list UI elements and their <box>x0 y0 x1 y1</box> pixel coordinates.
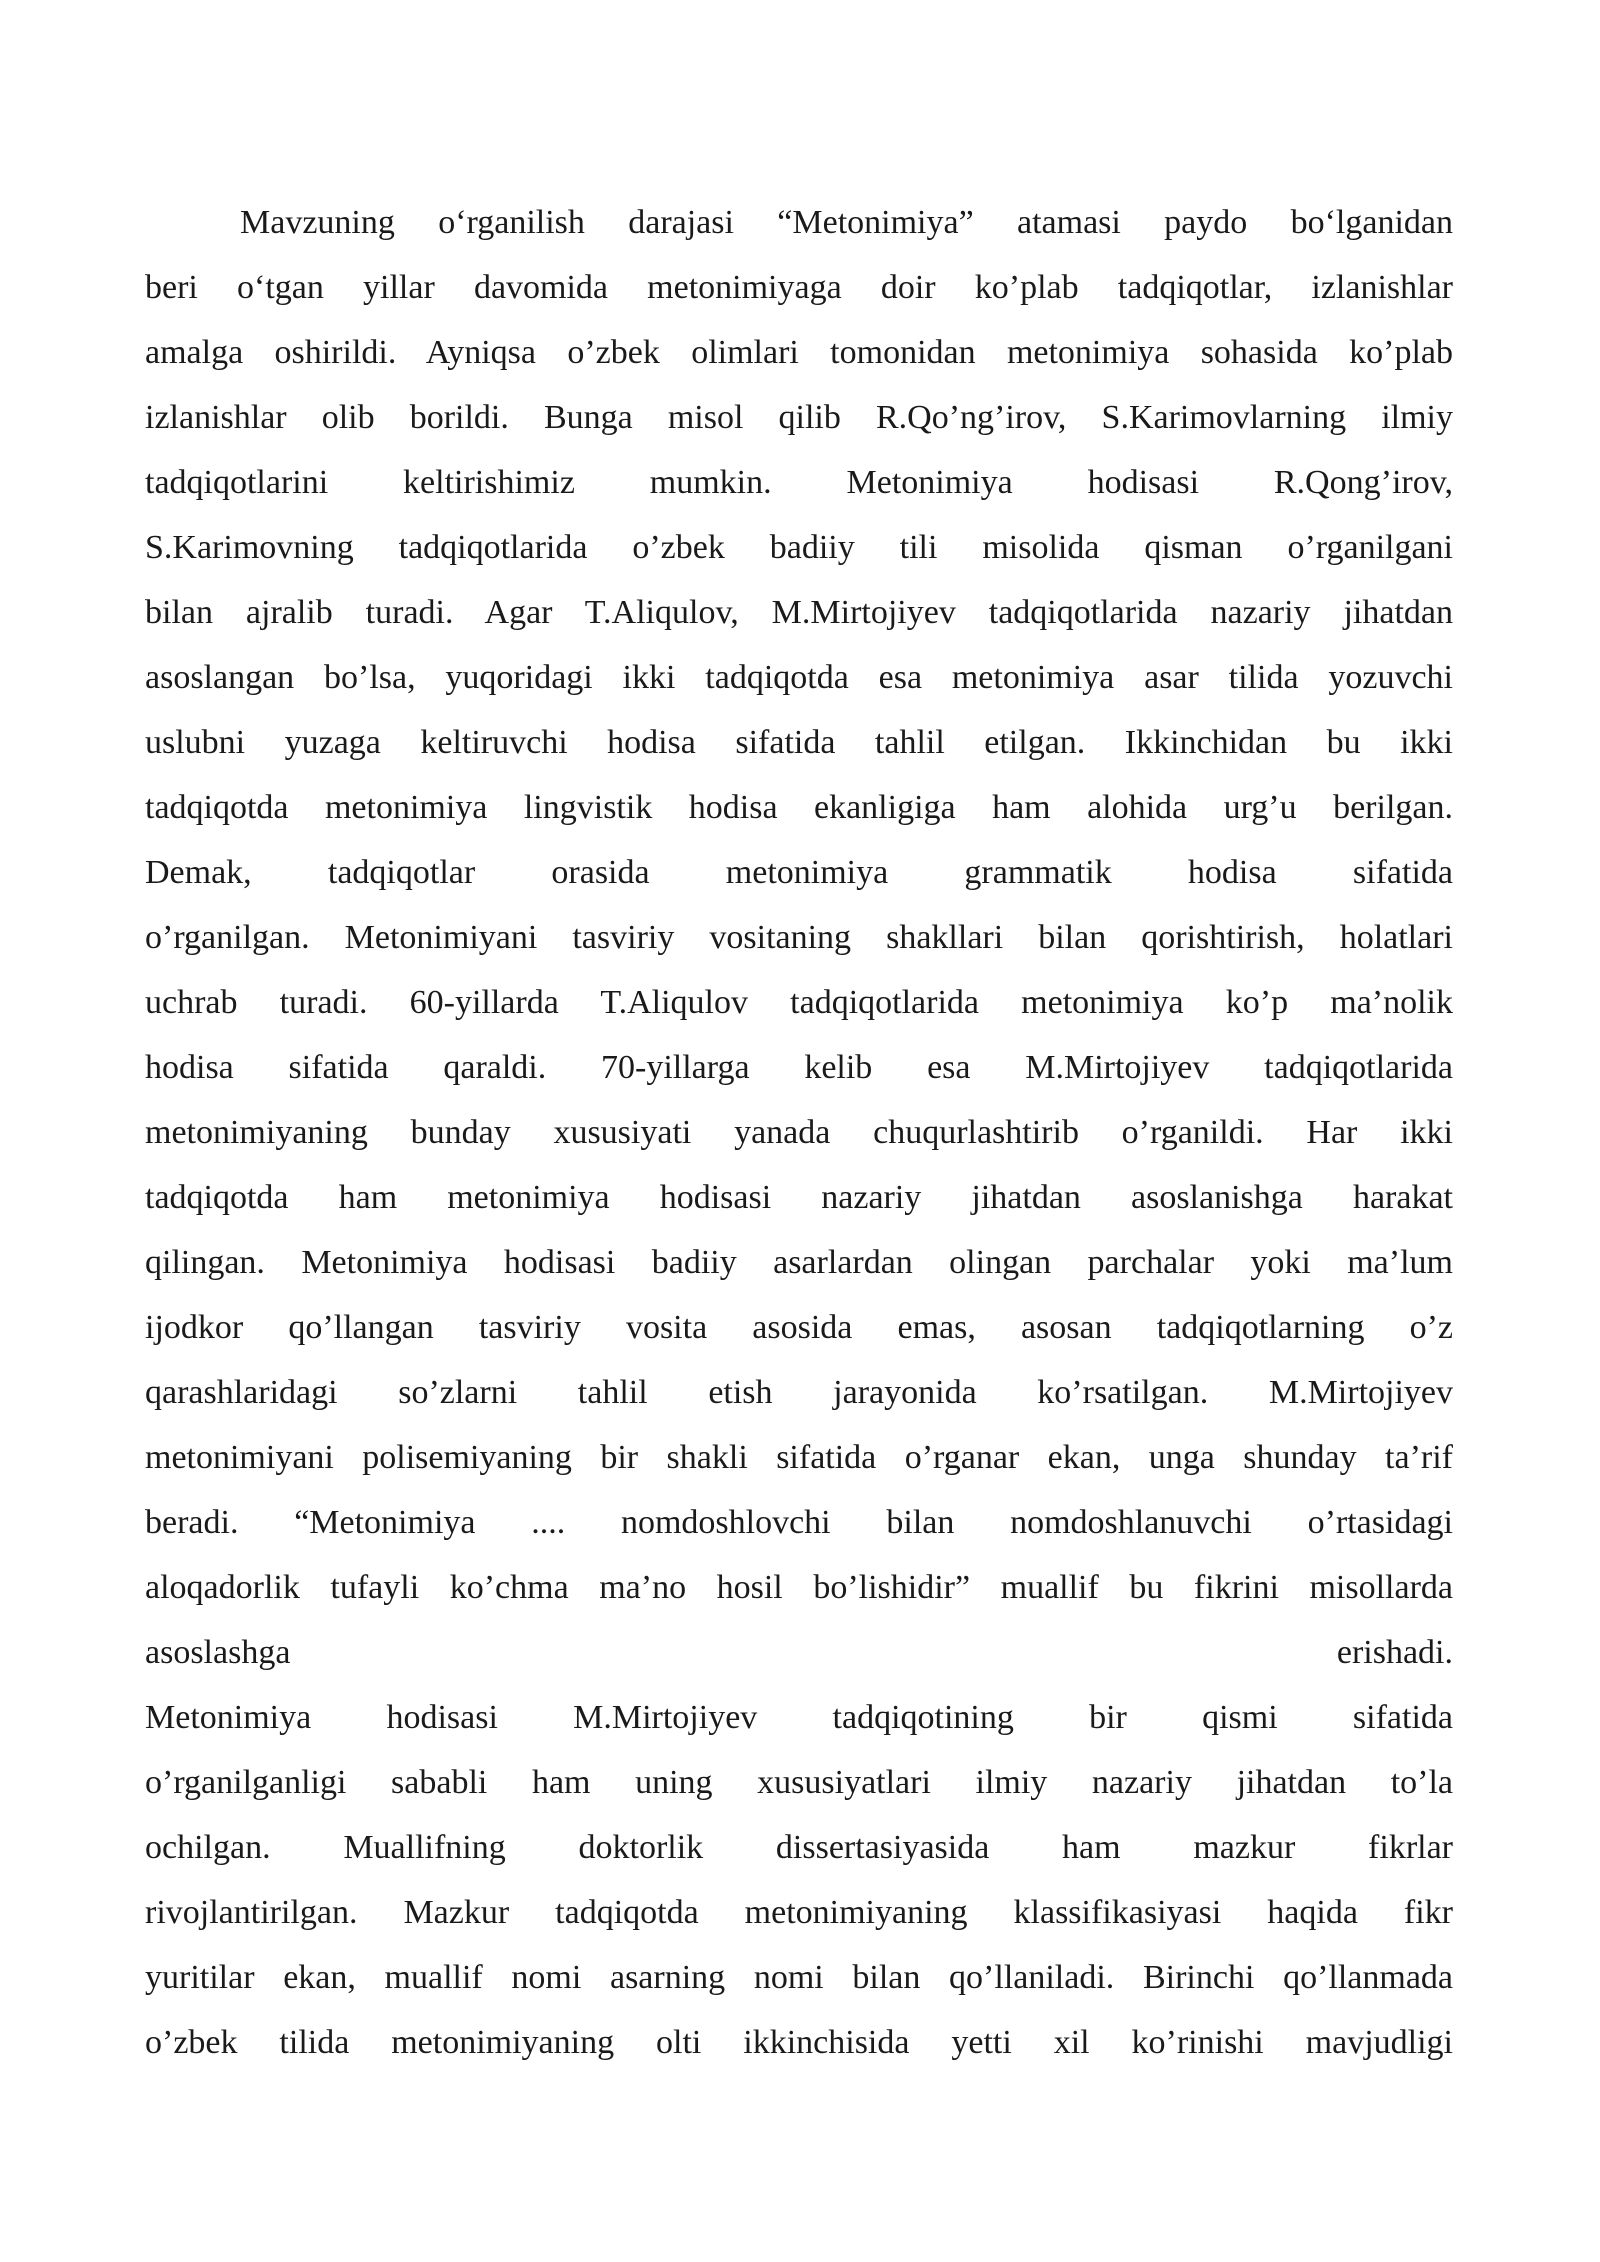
text-line: qilingan. Metonimiya hodisasi badiiy asarlardan olingan parchalar yoki ma’lum <box>145 1244 1453 1281</box>
text-line: o’rganilgan. Metonimiyani tasviriy vositaning shakllari bilan qorishtirish, holatlari <box>145 919 1453 956</box>
text-line: o’zbek tilida metonimiyaning olti ikkinchisida yetti xil ko’rinishi mavjudligi <box>145 2024 1453 2061</box>
text-line: tadqiqotlarini keltirishimiz mumkin. Metonimiya hodisasi R.Qong’irov, <box>145 464 1453 501</box>
text-line: Metonimiya hodisasi M.Mirtojiyev tadqiqotining bir qismi sifatida <box>145 1699 1453 1736</box>
text-line: qarashlaridagi so’zlarni tahlil etish jarayonida ko’rsatilgan. M.Mirtojiyev <box>145 1374 1453 1411</box>
text-line: beradi. “Metonimiya .... nomdoshlovchi bilan nomdoshlanuvchi o’rtasidagi <box>145 1504 1453 1541</box>
text-line: aloqadorlik tufayli ko’chma ma’no hosil bo’lishidir” muallif bu fikrini misollarda <box>145 1569 1453 1606</box>
text-line: beri o‘tgan yillar davomida metonimiyaga doir ko’plab tadqiqotlar, izlanishlar <box>145 269 1453 306</box>
text-line: uslubni yuzaga keltiruvchi hodisa sifatida tahlil etilgan. Ikkinchidan bu ikki <box>145 724 1453 761</box>
text-line: S.Karimovning tadqiqotlarida o’zbek badiiy tili misolida qisman o’rganilgani <box>145 529 1453 566</box>
text-line: metonimiyani polisemiyaning bir shakli sifatida o’rganar ekan, unga shunday ta’rif <box>145 1439 1453 1476</box>
body-paragraph <box>145 190 1453 2075</box>
text-line: asoslashga erishadi. <box>145 1634 1453 1671</box>
text-line: bilan ajralib turadi. Agar T.Aliqulov, M.Mirtojiyev tadqiqotlarida nazariy jihatdan <box>145 594 1453 631</box>
text-line: Demak, tadqiqotlar orasida metonimiya grammatik hodisa sifatida <box>145 854 1453 891</box>
text-line: metonimiyaning bunday xususiyati yanada chuqurlashtirib o’rganildi. Har ikki <box>145 1114 1453 1151</box>
text-line: Mavzuning o‘rganilish darajasi “Metonimiya” atamasi paydo bo‘lganidan <box>240 204 1453 241</box>
text-line: tadqiqotda ham metonimiya hodisasi nazariy jihatdan asoslanishga harakat <box>145 1179 1453 1216</box>
text-line: rivojlantirilgan. Mazkur tadqiqotda metonimiyaning klassifikasiyasi haqida fikr <box>145 1894 1453 1931</box>
text-line: amalga oshirildi. Ayniqsa o’zbek olimlari tomonidan metonimiya sohasida ko’plab <box>145 334 1453 371</box>
text-line: tadqiqotda metonimiya lingvistik hodisa ekanligiga ham alohida urg’u berilgan. <box>145 789 1453 826</box>
text-line: izlanishlar olib borildi. Bunga misol qilib R.Qo’ng’irov, S.Karimovlarning ilmiy <box>145 399 1453 436</box>
text-line: ochilgan. Muallifning doktorlik dissertasiyasida ham mazkur fikrlar <box>145 1829 1453 1866</box>
text-line: asoslangan bo’lsa, yuqoridagi ikki tadqiqotda esa metonimiya asar tilida yozuvchi <box>145 659 1453 696</box>
text-line: uchrab turadi. 60-yillarda T.Aliqulov tadqiqotlarida metonimiya ko’p ma’nolik <box>145 984 1453 1021</box>
text-line: ijodkor qo’llangan tasviriy vosita asosida emas, asosan tadqiqotlarning o’z <box>145 1309 1453 1346</box>
text-line: o’rganilganligi sababli ham uning xususiyatlari ilmiy nazariy jihatdan to’la <box>145 1764 1453 1801</box>
text-line: yuritilar ekan, muallif nomi asarning nomi bilan qo’llaniladi. Birinchi qo’llanmada <box>145 1959 1453 1996</box>
text-line: hodisa sifatida qaraldi. 70-yillarga kelib esa M.Mirtojiyev tadqiqotlarida <box>145 1049 1453 1086</box>
